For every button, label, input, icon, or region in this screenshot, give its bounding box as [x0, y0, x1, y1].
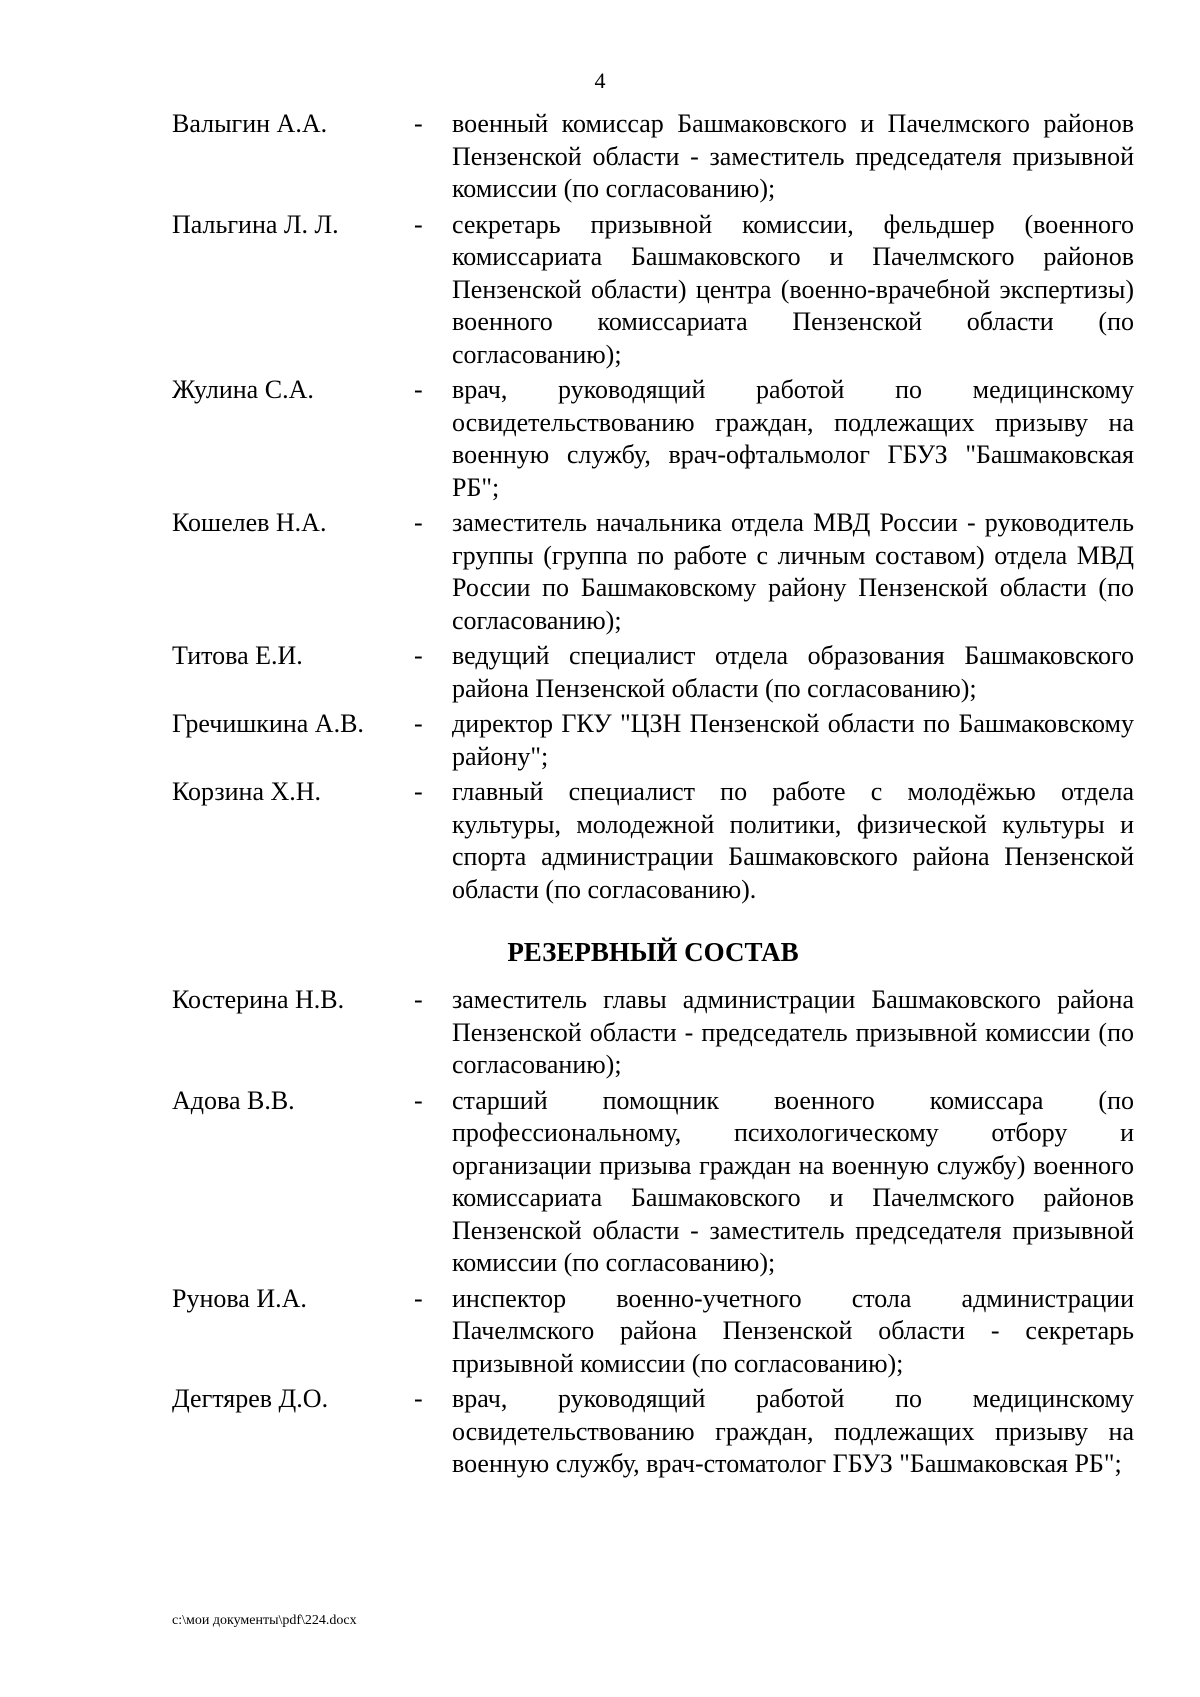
member-description: директор ГКУ "ЦЗН Пензенской области по Башмаковскому району"; — [452, 709, 1134, 771]
separator-dash: - — [414, 375, 423, 404]
member-description: врач, руководящий работой по медицинскому освидетельствованию граждан, подлежащих призыву на военную службу, врач-стоматолог ГБУЗ "Башмаковская РБ"; — [452, 1384, 1134, 1478]
member-entry — [172, 374, 1134, 504]
member-description: инспектор военно-учетного стола администрации Пачелмского района Пензенской области - секретарь призывной комиссии (по согласованию); — [452, 1283, 1134, 1378]
separator-dash: - — [414, 1384, 423, 1413]
separator-dash: - — [414, 777, 423, 806]
member-entry — [172, 209, 1134, 372]
member-description: старший помощник военного комиссара (по профессиональному, психологическому отбору и организации призыва граждан на военную службу) военного комиссариата Башмаковского и Пачелмского районов Пензенской области - заместитель председателя призывной комиссии (по согласованию); — [452, 1085, 1134, 1277]
reserve-heading: РЕЗЕРВНЫЙ СОСТАВ — [507, 937, 799, 967]
member-entry — [172, 708, 1134, 773]
member-name: Жулина С.А. — [172, 375, 314, 404]
separator-dash: - — [414, 641, 423, 670]
member-name: Валыгин А.А. — [172, 109, 328, 138]
member-entry — [172, 640, 1134, 705]
reserve-member-entry — [172, 1283, 1134, 1381]
member-name: Кошелев Н.А. — [172, 508, 327, 537]
member-description: секретарь призывной комиссии, фельдшер (военного комиссариата Башмаковского и Пачелмского районов Пензенской области) центра (военно-врачебной экспертизы) военного комиссариата Пензенской области (по согласованию); — [452, 209, 1134, 369]
separator-dash: - — [414, 1085, 423, 1115]
member-entry — [172, 108, 1134, 206]
member-name: Пальгина Л. Л. — [172, 209, 339, 239]
member-name: Титова Е.И. — [172, 641, 303, 670]
separator-dash: - — [414, 709, 423, 738]
member-description: врач, руководящий работой по медицинскому освидетельствованию граждан, подлежащих призыву на военную службу, врач-офтальмолог ГБУЗ "Башмаковская РБ"; — [452, 375, 1134, 502]
reserve-member-entry — [172, 1085, 1134, 1280]
member-description: главный специалист по работе с молодёжью отдела культуры, молодежной политики, физической культуры и спорта администрации Башмаковского района Пензенской области (по согласованию). — [452, 777, 1134, 904]
member-name: Адова В.В. — [172, 1085, 295, 1115]
reserve-member-entry — [172, 984, 1134, 1082]
member-description: ведущий специалист отдела образования Башмаковского района Пензенской области (по согласованию); — [452, 641, 1134, 703]
member-description: заместитель главы администрации Башмаковского района Пензенской области - председатель призывной комиссии (по согласованию); — [452, 985, 1134, 1079]
reserve-member-entry — [172, 1383, 1134, 1481]
member-name: Дегтярев Д.О. — [172, 1384, 329, 1413]
footer-file-path: c:\мои документы\pdf\224.docx — [172, 1613, 357, 1628]
separator-dash: - — [414, 209, 423, 239]
separator-dash: - — [414, 1283, 423, 1313]
page-number: 4 — [594, 68, 606, 93]
document-body — [172, 108, 1134, 1484]
member-entry — [172, 776, 1134, 906]
separator-dash: - — [414, 109, 423, 138]
separator-dash: - — [414, 985, 423, 1014]
separator-dash: - — [414, 508, 423, 537]
member-name: Костерина Н.В. — [172, 985, 345, 1014]
member-entry — [172, 507, 1134, 637]
reserve-members-list — [172, 984, 1134, 1481]
member-name: Корзина Х.Н. — [172, 777, 322, 806]
member-description: военный комиссар Башмаковского и Пачелмского районов Пензенской области - заместитель председателя призывной комиссии (по согласованию); — [452, 109, 1134, 203]
member-name: Рунова И.А. — [172, 1283, 307, 1313]
main-members-list — [172, 108, 1134, 906]
member-name: Гречишкина А.В. — [172, 709, 364, 738]
member-description: заместитель начальника отдела МВД России - руководитель группы (группа по работе с личным составом) отдела МВД России по Башмаковскому району Пензенской области (по согласованию); — [452, 508, 1134, 635]
